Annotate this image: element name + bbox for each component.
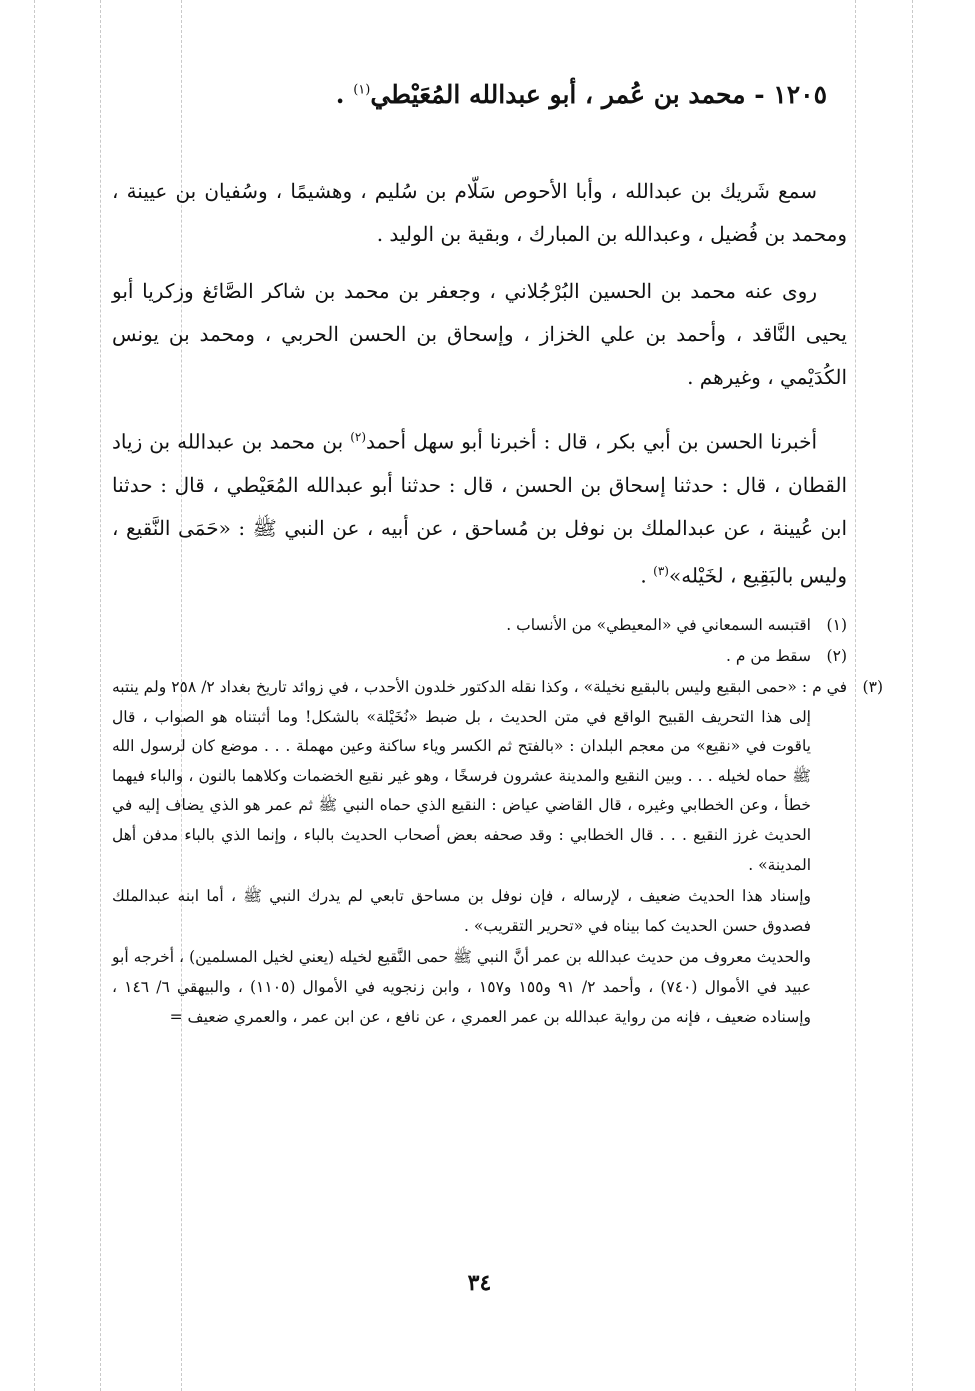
entry-title-end: . xyxy=(335,80,354,109)
footnote-2-text: سقط من م . xyxy=(726,647,811,665)
entry-title xyxy=(112,80,847,109)
footnote-ref-1: (١) xyxy=(353,82,371,98)
margin-guide-left-1 xyxy=(34,0,35,1391)
paragraph-students-text: روى عنه محمد بن الحسين البُرْجُلاني ، وجعفر بن محمد بن شاكر الصَّائغ وزكريا أبو يحيى النَّاقد ، وأحمد بن علي الخزاز ، وإسحاق بن الحسن الحربي ، ومحمد بن يونس الكُدَيْمي ، وغيرهم . xyxy=(112,279,847,389)
entry-title-text: ١٢٠٥ - محمد بن عُمر ، أبو عبدالله المُعَيْطي xyxy=(370,80,827,109)
paragraph-students xyxy=(112,270,847,399)
footnote-2 xyxy=(112,642,847,672)
footnote-3-body xyxy=(112,673,883,1032)
footnote-3 xyxy=(112,673,883,1032)
margin-guide-right-2 xyxy=(912,0,913,1391)
isnad-part1: أخبرنا الحسن بن أبي بكر ، قال : أخبرنا أبو سهل أحمد xyxy=(366,429,818,454)
footnote-3-text: في م : «حمى البقيع وليس بالبقيع نخيلة» ، وكذا نقله الدكتور خلدون الأحدب ، في زوائد تاريخ بغداد ٢/ ٢٥٨ ولم ينتبه إلى هذا التحريف القبيح الواقع في متن الحديث ، بل ضبط «نُخَيْلة» بالشكل! وما أثبتناه هو الصواب ، قال ياقوت في «نقيع» من معجم البلدان : «بالفتح ثم الكسر وياء ساكنة وعين مهملة . . . موضع كان لرسول الله ﷺ حماه لخيله . . . وبين النقيع والمدينة عشرون فرسخًا ، وهو غير نقيع الخضمات وكلاهما بالنون ، والباء فيهما خطأ ، وعن الخطابي وغيره ، قال القاضي عياض : النقيع الذي حماه النبي ﷺ ثم عمر هو الذي يضاف إليه في الحديث غرز النقيع . . . قال الخطابي : وقد صحفه بعض أصحاب الحديث بالباء ، وإنما الذي بالباء مدفن أهل المدينة» . xyxy=(112,678,847,874)
footnote-2-number: (٢) xyxy=(826,647,847,665)
book-page xyxy=(112,80,883,1296)
paragraph-teachers-text: سمع شَريك بن عبدالله ، وأبا الأحوص سَلّام بن سُليم ، وهشيمًا ، وسُفيان بن عيينة ، ومحمد بن فُضيل ، وعبدالله بن المبارك ، وبقية بن الوليد . xyxy=(112,179,847,246)
page-number: ٣٤ xyxy=(467,1270,492,1296)
footnote-ref-2: (٢) xyxy=(350,430,367,444)
footnote-3-paragraph-takhrij: والحديث معروف من حديث عبدالله بن عمر أنَّ النبي ﷺ حمى النَّقيع لخيله (يعني لخيل المسلمين) ، أخرجه أبو عبيد في الأموال (٧٤٠) ، وأحمد ٢/ ٩١ و١٥٥ و١٥٧ ، وابن زنجويه في الأموال (١١٠٥) ، والبيهقي ٦/ ١٤٦ ، وإسناده ضعيف ، فإنه من رواية عبدالله بن عمر العمري ، عن نافع ، عن ابن عمر ، والعمري ضعيف = xyxy=(112,948,811,1026)
footnote-3-number: (٣) xyxy=(862,678,883,696)
isnad-part2: بن محمد بن عبدالله بن زياد القطان ، قال : حدثنا إسحاق بن الحسن ، قال : حدثنا أبو عبدالله المُعَيْطي ، قال : حدثنا ابن عُيينة ، عن عبدالملك بن نوفل بن مُساحق ، عن أبيه ، عن النبي ﷺ : «حَمَى النَّقيع ، وليس بالبَقِيع ، لخَيْله» xyxy=(112,429,847,588)
footnote-ref-3: (٣) xyxy=(653,563,669,578)
isnad-end: . xyxy=(640,563,654,588)
paragraph-teachers xyxy=(112,170,847,256)
footnote-3-paragraph-isnad: وإسناد هذا الحديث ضعيف ، لإرساله ، فإن نوفل بن مساحق تابعي لم يدرك النبي ﷺ ، أما ابنه عبدالملك فصدوق حسن الحديث كما بيناه في «تحرير التقريب» . xyxy=(112,887,811,935)
margin-guide-left-2 xyxy=(100,0,101,1391)
footnote-1-number: (١) xyxy=(826,616,847,634)
paragraph-isnad xyxy=(112,416,847,597)
footnote-1-text: اقتبسه السمعاني في «المعيطي» من الأنساب . xyxy=(506,616,811,634)
footnote-1 xyxy=(112,611,847,641)
